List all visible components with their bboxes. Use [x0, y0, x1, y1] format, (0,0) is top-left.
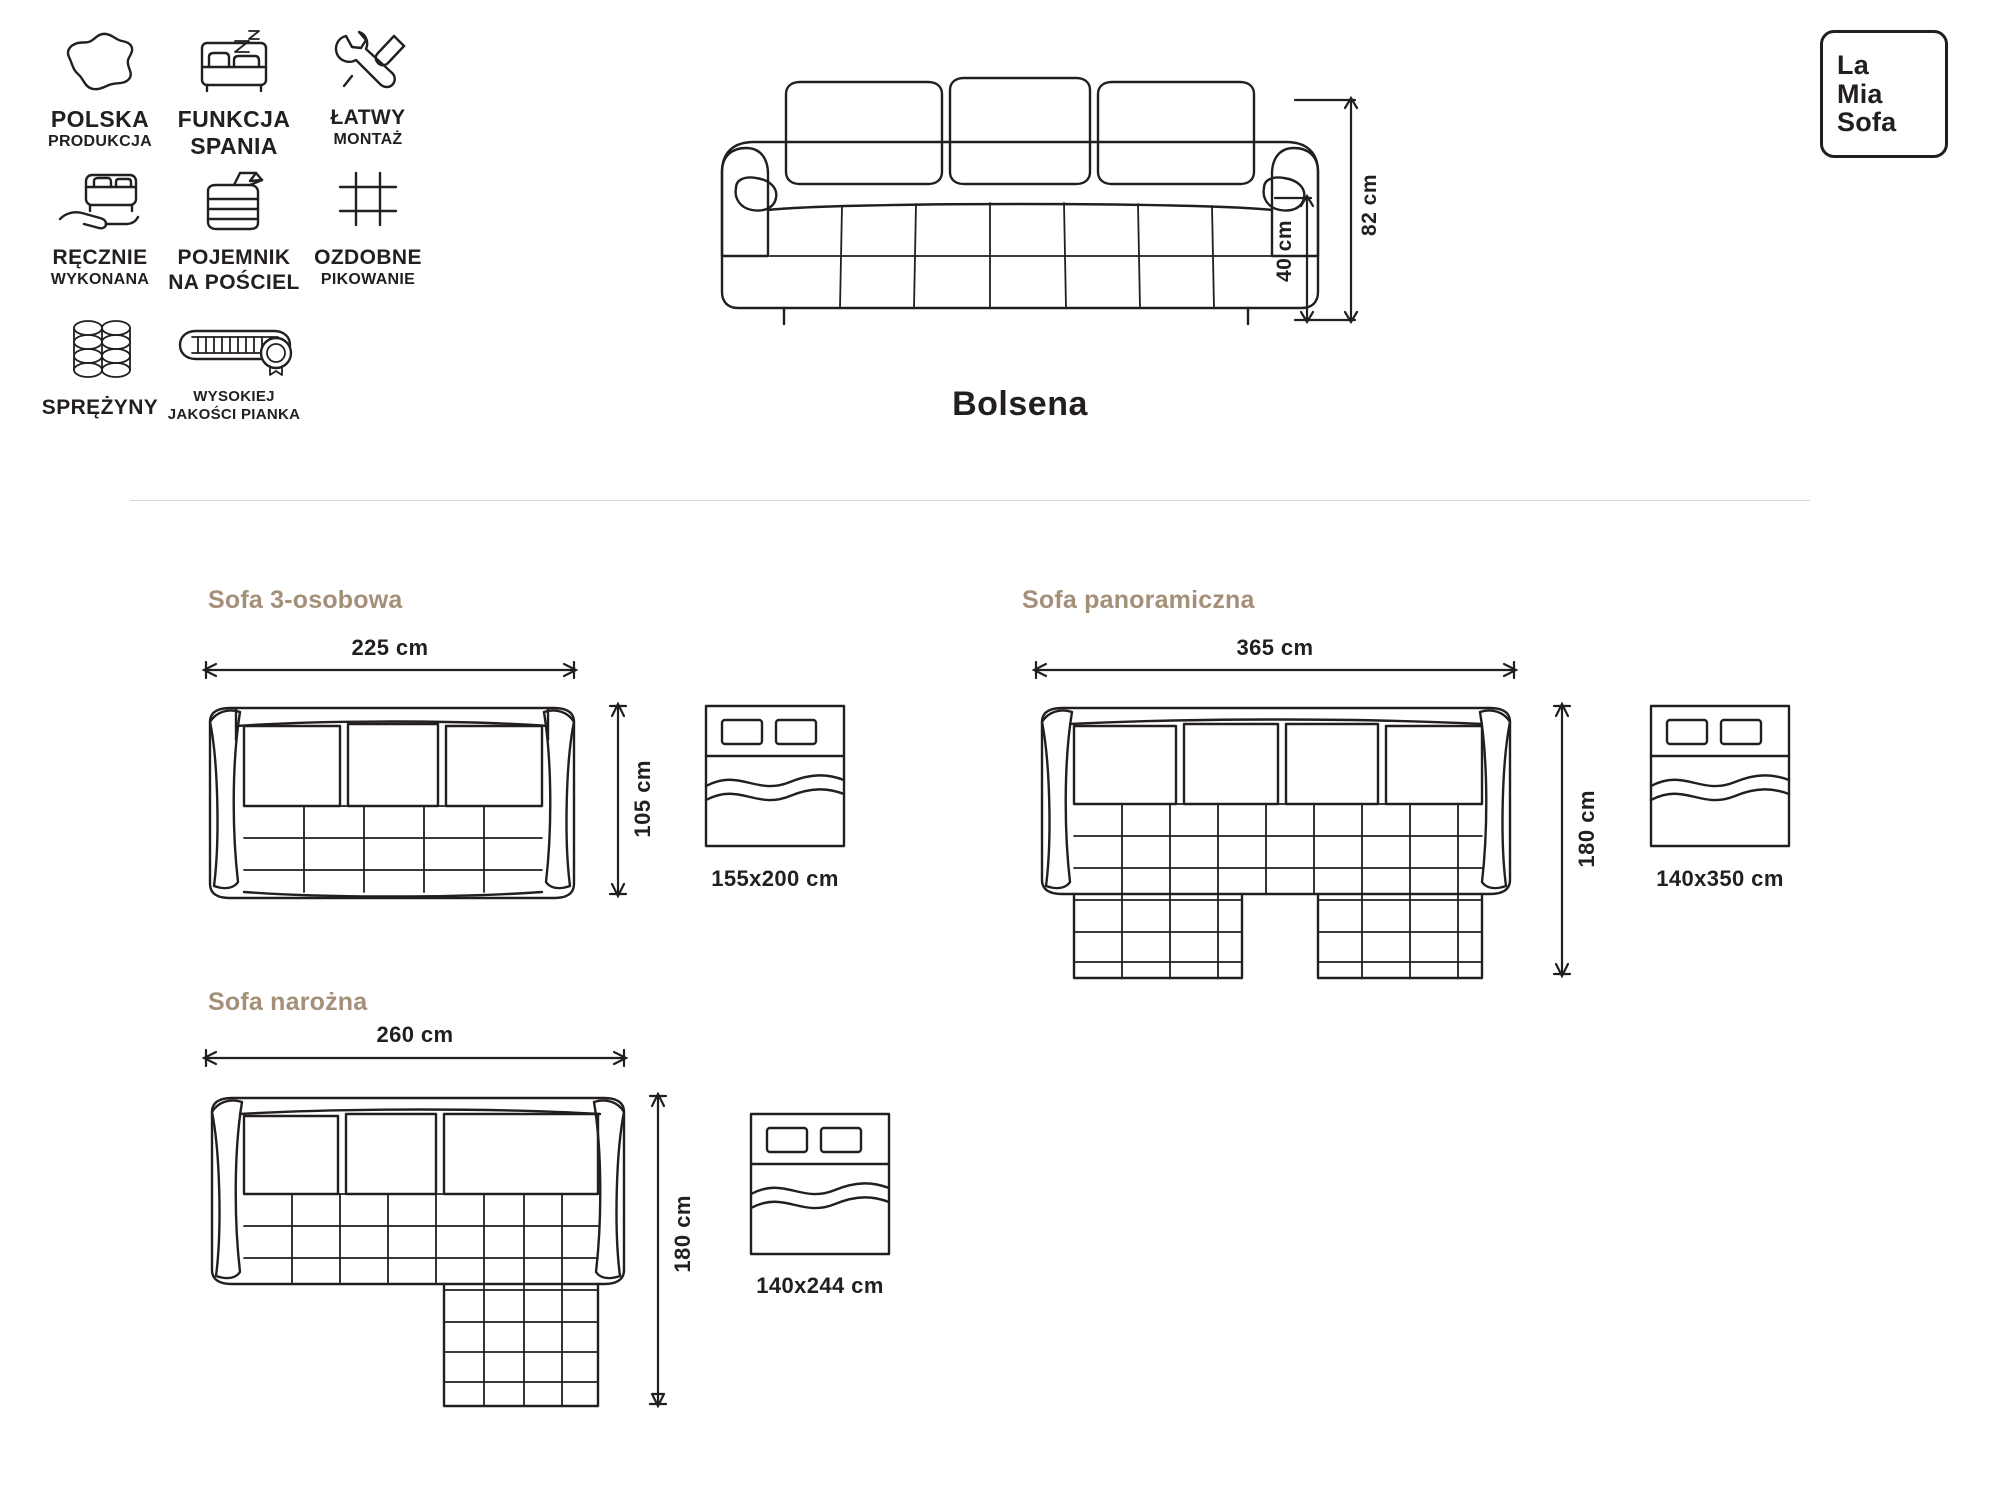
feature-label-line2: PRODUKCJA	[47, 133, 153, 151]
variant-width-label-panoramic: 365 cm	[1236, 635, 1314, 660]
variant-depth-dimension-panoramic	[1552, 700, 1572, 980]
feature-item	[30, 310, 170, 421]
bedding-box-icon	[164, 160, 304, 244]
hero-dimension-lines	[1255, 90, 1385, 350]
feature-item	[298, 160, 438, 290]
feature-label-line1: FUNKCJA	[177, 106, 291, 132]
feature-item	[30, 20, 170, 152]
variant-depth-label-panoramic: 180 cm	[1574, 790, 1599, 868]
feature-label-line1: ŁATWY	[330, 106, 406, 129]
foam-quality-icon	[164, 302, 304, 386]
feature-label-line1: RĘCZNIE	[52, 246, 148, 269]
variant-bed-icon-corner	[745, 1108, 895, 1263]
feature-item	[164, 160, 304, 296]
feature-label-line2: NA POŚCIEL	[168, 270, 300, 294]
feature-label-line2: MONTAŻ	[333, 130, 403, 148]
feature-label-line2: JAKOŚCI PIANKA	[167, 405, 301, 423]
springs-icon	[30, 310, 170, 394]
variant-bed-icon-3-seater	[700, 700, 850, 855]
feature-item	[164, 302, 304, 423]
feature-label-line1: POJEMNIK	[177, 246, 291, 269]
feature-list	[30, 20, 490, 480]
brand-logo	[1820, 30, 1948, 158]
variant-bed-icon-panoramic	[1645, 700, 1795, 855]
variant-topview-3-seater	[200, 700, 590, 910]
logo-line-2: Mia	[1837, 78, 1883, 109]
variant-topview-panoramic	[1030, 700, 1530, 990]
variant-width-label-3-seater: 225 cm	[351, 635, 429, 660]
variant-title-3-seater: Sofa 3-osobowa	[208, 586, 403, 614]
variant-depth-label-corner: 180 cm	[670, 1195, 695, 1273]
page-title: Bolsena	[952, 385, 1088, 423]
variant-depth-label-3-seater: 105 cm	[630, 760, 655, 838]
feature-label-line1: WYSOKIEJ	[193, 388, 275, 405]
feature-item	[30, 160, 170, 290]
feature-label-line2: SPANIA	[190, 133, 278, 160]
variant-width-dimension-3-seater	[200, 660, 580, 680]
feature-label-line1: OZDOBNE	[314, 246, 422, 269]
variant-width-dimension-corner	[200, 1048, 630, 1068]
variant-title-panoramic: Sofa panoramiczna	[1022, 586, 1255, 614]
variant-depth-dimension-corner	[648, 1090, 668, 1410]
feature-label-line1: SPRĘŻYNY	[41, 396, 159, 419]
feature-item	[298, 20, 438, 150]
logo-line-3: Sofa	[1837, 107, 1897, 138]
poland-map-icon	[30, 20, 170, 104]
feature-item	[164, 20, 304, 160]
feature-label-line1: POLSKA	[50, 106, 150, 132]
variant-bed-label-3-seater: 155x200 cm	[711, 866, 839, 891]
variant-width-dimension-panoramic	[1030, 660, 1520, 680]
hero-sofa-illustration	[700, 60, 1340, 360]
tools-icon	[298, 20, 438, 104]
quilting-icon	[298, 160, 438, 244]
section-divider	[130, 500, 1810, 501]
logo-line-1: La	[1837, 49, 1869, 80]
variant-topview-corner	[200, 1090, 650, 1420]
handmade-icon	[30, 160, 170, 244]
feature-label-line2: WYKONANA	[50, 270, 150, 288]
height-label: 82 cm	[1358, 174, 1381, 237]
variant-bed-label-panoramic: 140x350 cm	[1656, 866, 1784, 891]
sleep-function-icon	[164, 20, 304, 104]
variant-width-label-corner: 260 cm	[376, 1022, 454, 1047]
variant-bed-label-corner: 140x244 cm	[756, 1273, 884, 1298]
variant-title-corner: Sofa narożna	[208, 988, 368, 1016]
seat-height-label: 40 cm	[1273, 220, 1296, 283]
feature-label-line2: PIKOWANIE	[320, 270, 416, 288]
variant-depth-dimension-3-seater	[608, 700, 628, 900]
